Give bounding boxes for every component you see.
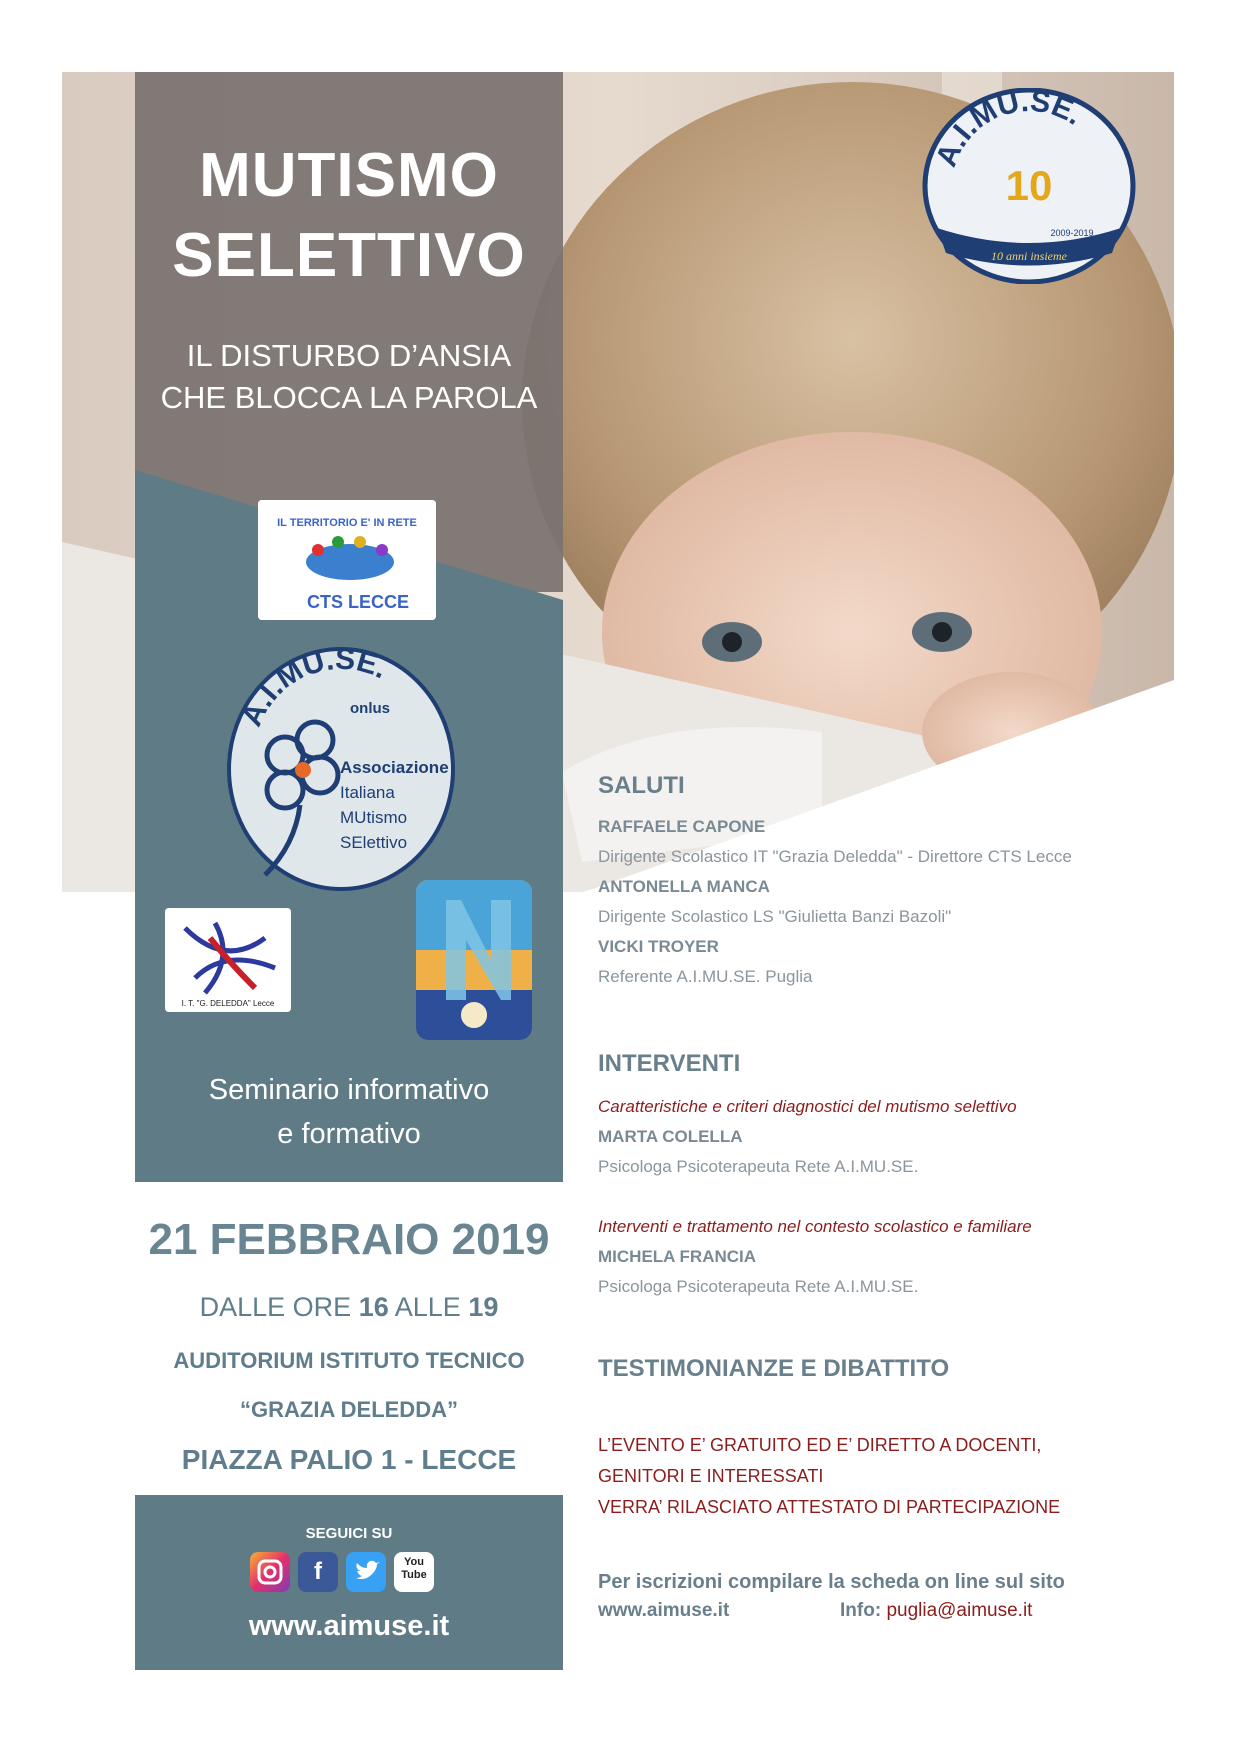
notice-line-3: VERRA’ RILASCIATO ATTESTATO DI PARTECIPAZIONE: [598, 1497, 1061, 1517]
anniversary-number: 10: [1005, 162, 1053, 209]
talk-speaker-2: MICHELA FRANCIA: [598, 1247, 757, 1266]
registration-info: Info: puglia@aimuse.it: [840, 1600, 1033, 1621]
cts-top-text: IL TERRITORIO E' IN RETE: [277, 517, 417, 529]
onlus-line-2: Italiana: [340, 783, 395, 802]
event-date: 21 FEBBRAIO 2019: [148, 1215, 550, 1264]
subtitle-line-2: CHE BLOCCA LA PAROLA: [160, 380, 538, 415]
title-line-2: SELETTIVO: [172, 221, 526, 290]
testimonianze-heading: TESTIMONIANZE E DIBATTITO: [598, 1355, 950, 1382]
onlus-line-4: SElettivo: [340, 833, 408, 852]
aimuse-logo-text: A.I.MU.SE.: [929, 88, 1089, 172]
saluti-name-1: RAFFAELE CAPONE: [598, 817, 766, 836]
instagram-icon[interactable]: [250, 1552, 290, 1592]
talk-title-1: Caratteristiche e criteri diagnostici del mutismo selettivo: [598, 1097, 1017, 1116]
twitter-icon[interactable]: [346, 1552, 386, 1592]
aimuse-10-years-logo: [922, 88, 1136, 284]
notice-line-1: L’EVENTO E’ GRATUITO ED E’ DIRETTO A DOCENTI,: [598, 1435, 1042, 1455]
title-line-1: MUTISMO: [199, 141, 499, 210]
interventi-heading: INTERVENTI: [598, 1050, 741, 1077]
event-address: PIAZZA PALIO 1 - LECCE: [181, 1444, 517, 1475]
deledda-logo: [165, 908, 291, 1012]
registration-email[interactable]: puglia@aimuse.it: [886, 1600, 1033, 1621]
deledda-caption: I. T. "G. DELEDDA" Lecce: [181, 999, 275, 1008]
seminar-line-1: Seminario informativo: [208, 1074, 490, 1106]
facebook-icon[interactable]: f: [298, 1552, 338, 1592]
anniversary-ribbon: 10 anni insieme: [991, 249, 1067, 263]
cts-lecce-logo: [258, 500, 436, 620]
event-venue-line-2: “GRAZIA DELEDDA”: [240, 1397, 458, 1422]
saluti-role-2: Dirigente Scolastico LS "Giulietta Banzi Bazoli": [598, 907, 952, 926]
onlus-line-1: Associazione: [340, 758, 449, 777]
registration-site[interactable]: www.aimuse.it: [598, 1600, 730, 1621]
onlus-line-3: MUtismo: [340, 808, 408, 827]
saluti-name-3: VICKI TROYER: [598, 937, 719, 956]
talk-role-1: Psicologa Psicoterapeuta Rete A.I.MU.SE.: [598, 1157, 919, 1176]
follow-label: SEGUICI SU: [305, 1525, 393, 1542]
anniversary-years: 2009-2019: [1050, 228, 1094, 238]
subtitle-line-1: IL DISTURBO D’ANSIA: [186, 338, 512, 373]
talk-title-2: Interventi e trattamento nel contesto scolastico e familiare: [598, 1217, 1032, 1236]
event-venue-line-1: AUDITORIUM ISTITUTO TECNICO: [173, 1348, 525, 1373]
saluti-role-3: Referente A.I.MU.SE. Puglia: [598, 967, 813, 986]
onlus-label: onlus: [350, 700, 390, 717]
seminar-line-2: e formativo: [277, 1118, 421, 1150]
youtube-icon[interactable]: You Tube: [394, 1552, 434, 1592]
saluti-role-1: Dirigente Scolastico IT "Grazia Deledda" - Direttore CTS Lecce: [598, 847, 1072, 866]
website-link[interactable]: www.aimuse.it: [248, 1610, 450, 1642]
liceo-crest-logo: [416, 880, 532, 1040]
saluti-name-2: ANTONELLA MANCA: [598, 877, 770, 896]
saluti-heading: SALUTI: [598, 772, 685, 799]
notice-line-2: GENITORI E INTERESSATI: [598, 1466, 824, 1486]
registration-text: Per iscrizioni compilare la scheda on line sul sito: [598, 1571, 1065, 1593]
onlus-logo-name: A.I.MU.SE.: [235, 645, 393, 732]
cts-bottom-text: CTS LECCE: [306, 592, 410, 612]
event-time: DALLE ORE 16 ALLE 19: [199, 1292, 499, 1322]
talk-speaker-1: MARTA COLELLA: [598, 1127, 743, 1146]
talk-role-2: Psicologa Psicoterapeuta Rete A.I.MU.SE.: [598, 1277, 919, 1296]
aimuse-onlus-logo: [225, 645, 457, 893]
